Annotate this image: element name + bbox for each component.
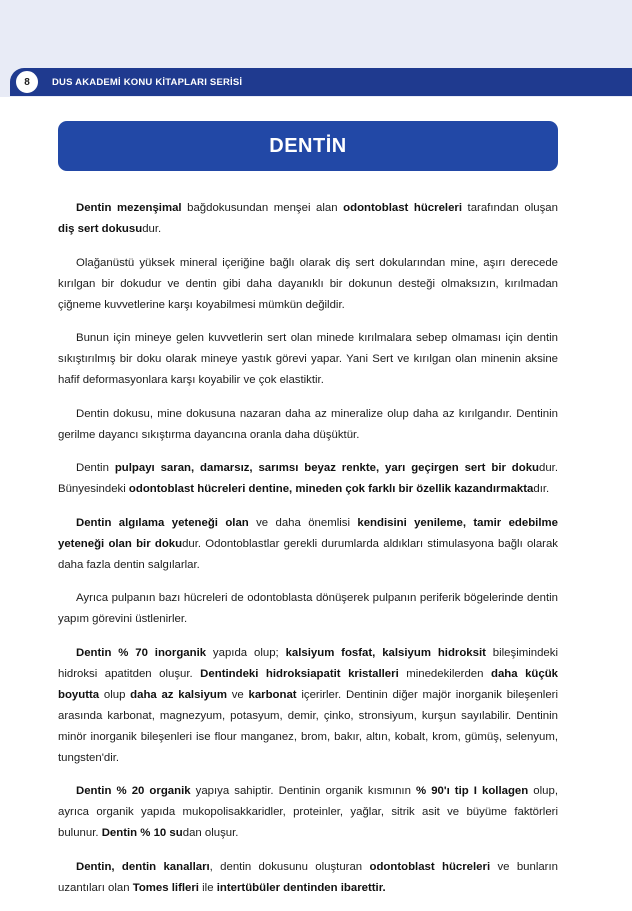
text-run: Ayrıca pulpanın bazı hücreleri de odontoblasta dönüşerek pulpanın periferik bögelerinde dentin yapım görevini üstlenirler. bbox=[58, 592, 558, 625]
text-run: olup, ayrıca organik yapıda mukopolisakkaridler, proteinler, yağlar, sitrik asit ve büyüme faktörleri bulunur. bbox=[58, 785, 559, 839]
text-run: bağdokusundan menşei alan bbox=[181, 202, 344, 214]
paragraph bbox=[58, 588, 558, 630]
text-run: dur. Odontoblastlar gerekli durumlarda aldıkları stimulasyona bağlı olarak daha fazla dentin salgılarlar. bbox=[58, 537, 558, 571]
text-run: , dentin dokusunu oluşturan bbox=[209, 860, 370, 873]
bold-text: odontoblast hücreleri bbox=[343, 202, 462, 214]
text-run: ve bbox=[227, 688, 249, 701]
page-title: DENTİN bbox=[269, 134, 347, 157]
paragraph bbox=[58, 857, 558, 899]
text-run: dır. bbox=[533, 483, 550, 495]
text-run: tarafından oluşan bbox=[462, 202, 558, 214]
text-run: dur. Bünyesindeki bbox=[58, 462, 559, 495]
bold-text: Dentin, dentin kanalları bbox=[76, 860, 210, 873]
bold-text: odontoblast hücreleri dentine, mineden çok farklı bir özellik kazandırmakta bbox=[128, 483, 534, 495]
bold-text: daha küçük boyutta bbox=[58, 667, 558, 701]
paragraph bbox=[58, 458, 558, 500]
bold-text: Dentin % 70 inorganik bbox=[76, 646, 207, 659]
paragraph bbox=[58, 198, 558, 240]
page-number: 8 bbox=[14, 69, 40, 95]
text-run: minedekilerden bbox=[398, 667, 491, 680]
text-run: ve bunların uzantıları olan bbox=[58, 860, 558, 894]
top-band bbox=[0, 0, 632, 66]
text-run: Olağanüstü yüksek mineral içeriğine bağlı olarak diş sert dokularından mine, aşırı derecede kırılgan bir dokudur ve dentin gibi daha dayanıklı bir dokunun desteği olmaksızın, kırılmadan çiğneme kuvvetlerine karşı koyabilmesi mümkün değildir. bbox=[58, 256, 558, 311]
text-run: Bunun için mineye gelen kuvvetlerin sert olan minede kırılmalara sebep olmaması için dentin sıkıştırılmış bir doku olarak mineye yastık görevi yapar. Yani Sert ve kırılgan olan minenin aksine hafif deformasyonlara karşı koyabilir ve çok elastiktir. bbox=[58, 332, 558, 386]
bold-text: odontoblast hücreleri bbox=[369, 860, 491, 873]
paragraph bbox=[58, 328, 558, 391]
paragraph bbox=[58, 404, 558, 446]
text-run: dan oluşur. bbox=[182, 827, 239, 839]
bold-text: % 90'ı tip I kollagen bbox=[416, 785, 529, 797]
body-text bbox=[58, 198, 558, 911]
paragraph bbox=[58, 643, 558, 769]
bold-text: pulpayı saran, damarsız, sarımsı beyaz renkte, yarı geçirgen sert bir doku bbox=[114, 462, 540, 474]
title-box bbox=[58, 121, 558, 171]
bold-text: intertübüler dentinden ibarettir. bbox=[216, 881, 386, 894]
text-run: yapıda olup; bbox=[206, 646, 286, 659]
paragraph bbox=[58, 781, 558, 844]
bold-text: kendisini yenileme, tamir edebilme yeteneği olan bir doku bbox=[58, 516, 558, 550]
paragraph bbox=[58, 513, 558, 576]
text-run: Dentin dokusu, mine dokusuna nazaran daha az mineralize olup daha az kırılgandır. Dentinin gerilme dayancı sıkıştırma dayancına oranla daha düşüktür. bbox=[58, 407, 558, 441]
bold-text: Dentindeki hidroksiapatit kristalleri bbox=[200, 667, 399, 680]
bold-text: Dentin % 20 organik bbox=[76, 785, 191, 797]
bold-text: Tomes lifleri bbox=[132, 881, 199, 894]
text-run: ile bbox=[198, 881, 217, 894]
text-run: yapıya sahiptir. Dentinin organik kısmının bbox=[190, 785, 416, 797]
bold-text: karbonat bbox=[248, 688, 297, 701]
bold-text: daha az kalsiyum bbox=[130, 688, 227, 701]
text-run: bileşimindeki hidroksi apatitden oluşur. bbox=[58, 646, 558, 680]
text-run: içerirler. Dentinin diğer majör inorganik bileşenleri arasında karbonat, magnezyum, potasyum, demir, çinko, stronsiyum, kurşun sayılabilir. Dentinin minör inorganik bileşenleri ise flour manganez, brom, bakır, altın, kobalt, krom, gümüş, selenyum, tungsten'dir. bbox=[58, 688, 558, 764]
series-title: DUS AKADEMİ KONU KİTAPLARI SERİSİ bbox=[52, 77, 243, 88]
bold-text: kalsiyum fosfat, kalsiyum hidroksit bbox=[285, 646, 486, 659]
text-run: olup bbox=[99, 688, 131, 701]
text-run: dur. bbox=[142, 223, 162, 235]
text-run: ve daha önemlisi bbox=[248, 516, 358, 529]
bold-text: diş sert dokusu bbox=[58, 223, 143, 235]
text-run: Dentin bbox=[76, 462, 115, 474]
paragraph bbox=[58, 253, 558, 316]
bold-text: Dentin mezenşimal bbox=[76, 202, 182, 214]
bold-text: Dentin % 10 su bbox=[101, 827, 183, 839]
bold-text: Dentin algılama yeteneği olan bbox=[76, 516, 249, 529]
